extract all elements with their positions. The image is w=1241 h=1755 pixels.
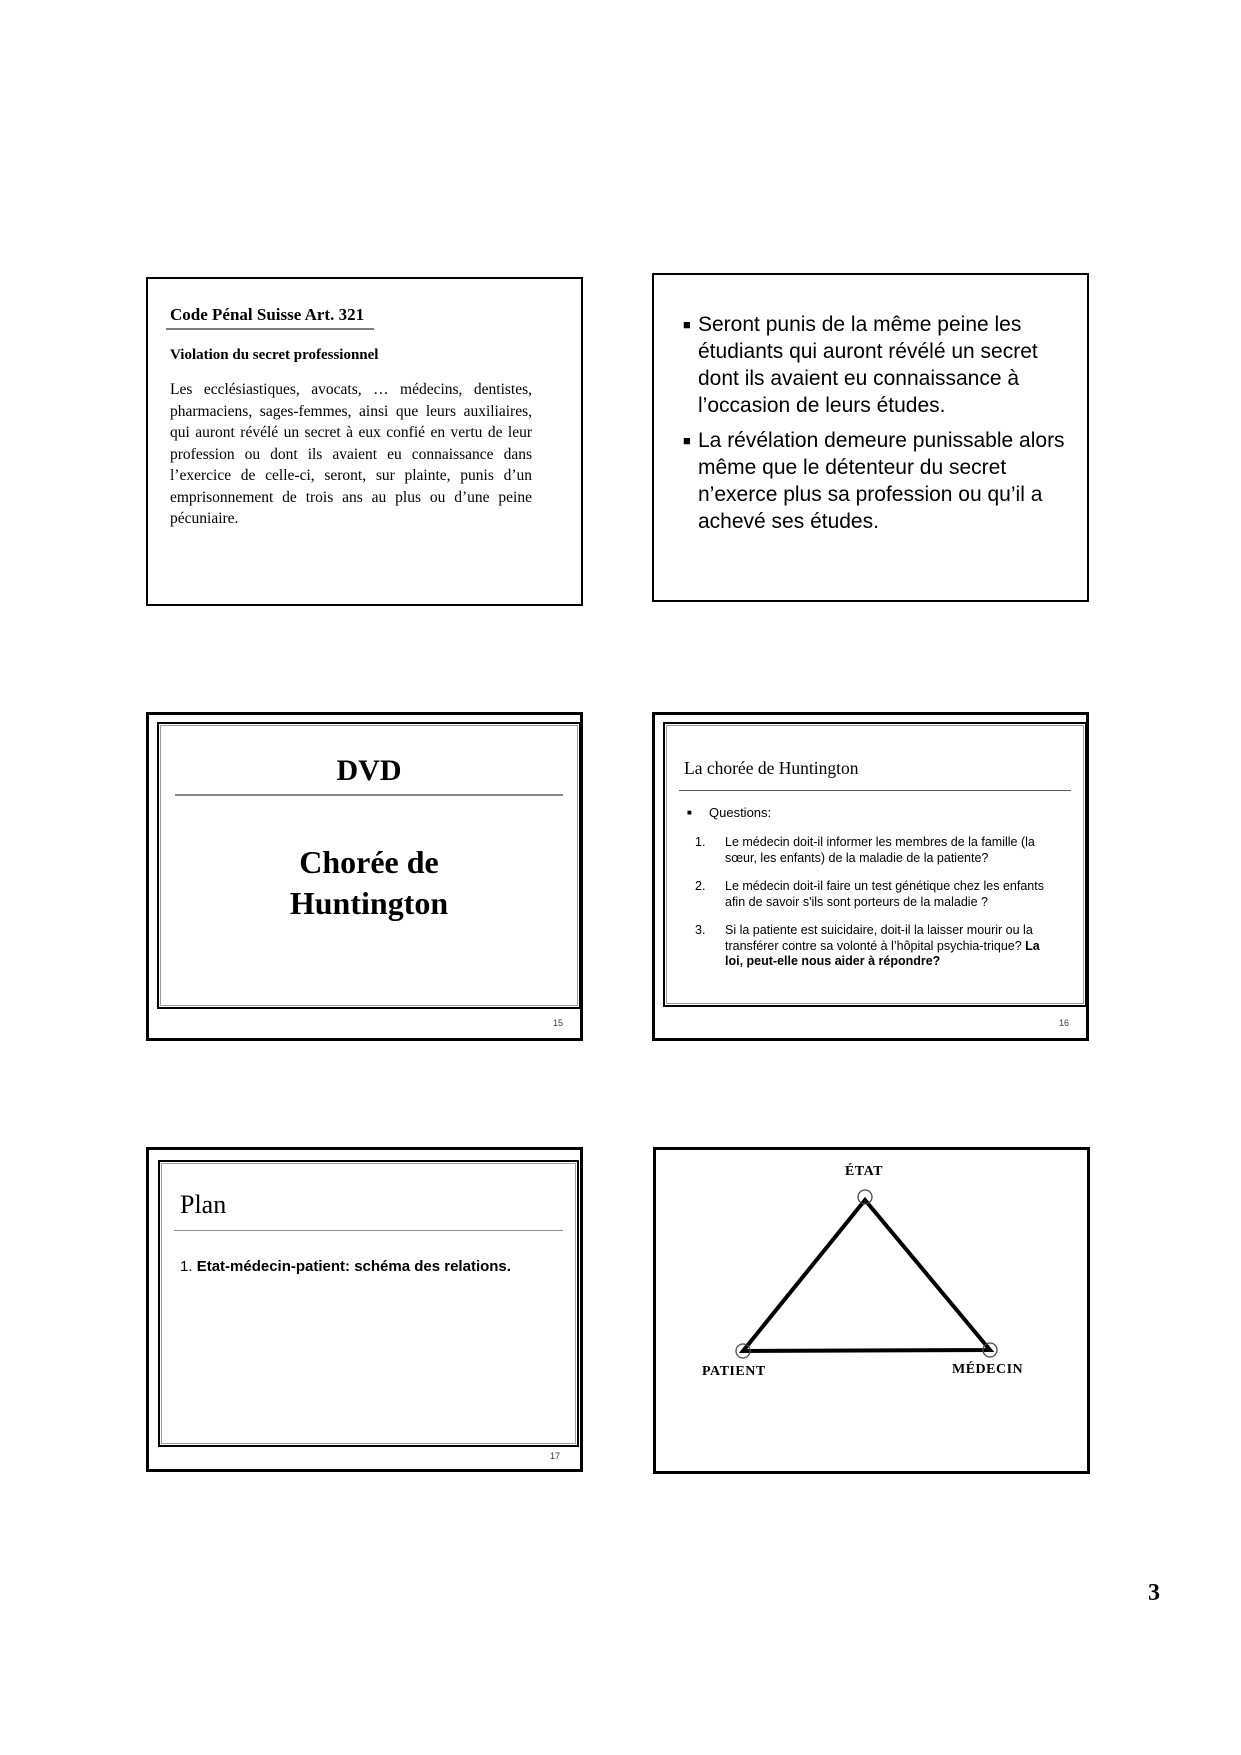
question-text-regular: Si la patiente est suicidaire, doit-il la laisser mourir ou la transférer contre sa volonté à l’hôpital psychia-trique?: [725, 923, 1033, 953]
question-text-regular: Le médecin doit-il informer les membres de la famille (la sœur, les enfants) de la maladie de la patiente?: [725, 835, 1035, 865]
question-text-regular: Le médecin doit-il faire un test génétique chez les enfants afin de savoir s'ils sont porteurs de la maladie ?: [725, 879, 1044, 909]
plan-item-number: 1.: [180, 1258, 197, 1275]
slide-main-text: [161, 842, 577, 924]
square-bullet-icon: ■: [683, 433, 691, 448]
bullet-item: [683, 427, 1067, 535]
question-text: [725, 835, 1045, 866]
slide-number: 16: [1058, 1018, 1069, 1028]
slide-relations-schema: [653, 1147, 1090, 1474]
slide-title: DVD: [336, 754, 402, 787]
node-label-medecin: MÉDECIN: [952, 1362, 1024, 1377]
slide-design-frame: [157, 722, 581, 1009]
slide-number: 17: [549, 1451, 560, 1461]
main-text-line: Chorée de: [299, 844, 439, 880]
question-number: 1.: [695, 835, 706, 849]
slide-number: 15: [552, 1018, 563, 1028]
plan-item-text: Etat-médecin-patient: schéma des relations.: [196, 1258, 511, 1275]
slide-design-frame: [663, 722, 1087, 1007]
slide-title: Code Pénal Suisse Art. 321: [166, 305, 374, 330]
question-number: 3.: [695, 923, 706, 937]
bullet-text: La révélation demeure punissable alors même que le détenteur du secret n’exerce plus sa profession ou qu’il a achevé ses études.: [698, 429, 1065, 533]
question-text: [725, 923, 1045, 970]
slide-subtitle: Violation du secret professionnel: [170, 347, 379, 363]
question-item: [695, 879, 1083, 910]
slide-code-penal: [146, 277, 583, 606]
slide-choree-questions: [652, 712, 1089, 1041]
bullet-item: [683, 311, 1067, 419]
main-text-line: Huntington: [289, 885, 449, 921]
bullet-item: [687, 805, 1083, 820]
slide-design-frame-inner: [160, 725, 578, 1006]
square-bullet-icon: ■: [683, 317, 691, 332]
slide-design-frame-inner: [161, 1163, 576, 1444]
slide-design-frame: [158, 1160, 579, 1447]
bullet-text: Seront punis de la même peine les étudiants qui auront révélé un secret dont ils avaient eu connaissance à l’occasion de leurs études.: [698, 313, 1038, 417]
title-rule: [174, 1230, 563, 1231]
triangle-shape: [743, 1200, 990, 1351]
question-number: 2.: [695, 879, 706, 893]
title-rule: [175, 794, 563, 796]
node-label-etat: ÉTAT: [844, 1164, 884, 1179]
slide-title: La chorée de Huntington: [684, 758, 859, 778]
bullet-text: Questions:: [709, 805, 772, 820]
question-text: [725, 879, 1045, 910]
question-item: [695, 923, 1083, 970]
plan-item: [180, 1258, 562, 1275]
triangle-diagram: [656, 1150, 1087, 1471]
node-label-patient: PATIENT: [702, 1364, 766, 1379]
title-rule: [679, 790, 1071, 791]
slide-punis-bullets: [652, 273, 1089, 602]
square-bullet-icon: ■: [687, 808, 692, 817]
slide-dvd: [146, 712, 583, 1041]
slide-body-text: Les ecclésiastiques, avocats, … médecins, dentistes, pharmaciens, sages-femmes, ainsi que leurs auxiliaires, qui auront révélé un secret à eux confié en vertu de leur profession ou dont ils avaient eu connaissance dans l’exercice de celle-ci, seront, sur plainte, punis d’un emprisonnement de trois ans au plus ou d’une peine pécuniaire.: [170, 381, 532, 527]
question-item: [695, 835, 1083, 866]
slide-title: Plan: [180, 1190, 227, 1219]
question-list: [695, 835, 1083, 970]
question-text-bold: La loi, peut-elle nous aider à répondre?: [725, 938, 1040, 968]
slide-plan: [146, 1147, 583, 1472]
page-number: 3: [1148, 1580, 1160, 1606]
slide-design-frame-inner: [666, 725, 1084, 1004]
